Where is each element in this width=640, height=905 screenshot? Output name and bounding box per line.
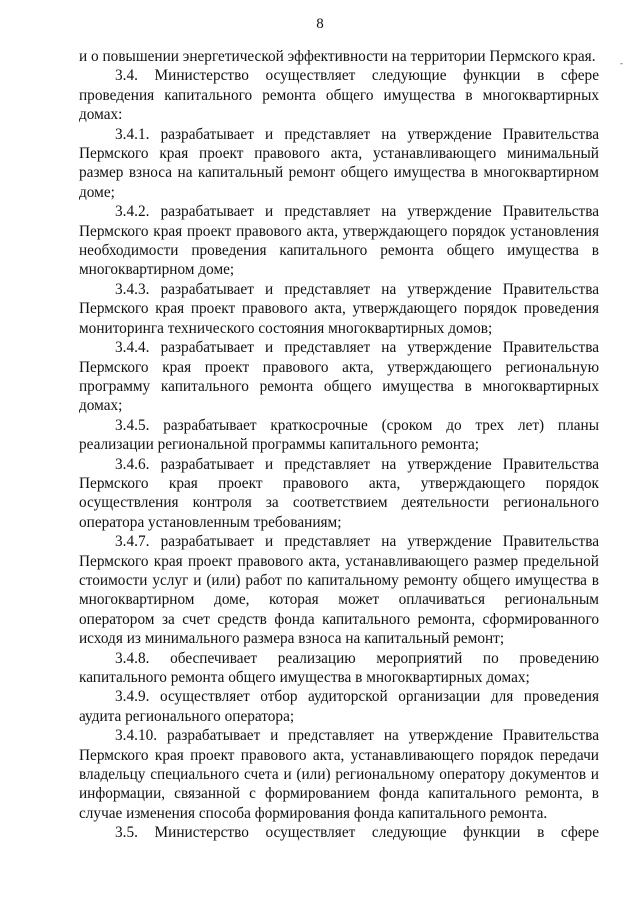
paragraph-text: разрабатывает и представляет на утверждение Правительства Пермского края проект правового акта, устанавливающего минимальный размер взноса на капитальный ремонт общего имущества в многоквартирном доме; bbox=[79, 125, 600, 201]
paragraph-text: разрабатывает краткосрочные (сроком до трех лет) планы реализации региональной программы капитального ремонта; bbox=[79, 416, 599, 454]
clause-number: 3.4.9. bbox=[115, 688, 150, 706]
paragraph-text: разрабатывает и представляет на утверждение Правительства Пермского края проект правового акта, утверждающего порядок проведения мониторинга технического состояния многоквартирных домов; bbox=[79, 280, 600, 337]
paragraph-3-4-2 bbox=[79, 202, 599, 280]
paragraph-3-4-4 bbox=[79, 338, 599, 416]
stray-mark: - bbox=[620, 58, 623, 68]
paragraph-text: осуществляет отбор аудиторской организации для проведения аудита регионального оператора; bbox=[79, 688, 599, 725]
paragraph-continuation bbox=[79, 47, 599, 66]
paragraph-3-4-5 bbox=[79, 416, 599, 455]
paragraph-text: разрабатывает и представляет на утверждение Правительства Пермского края проект правового акта, устанавливающего порядок передачи владельцу специального счета и (или) региональному оператору документов и информации, связанной с формированием фонда капитального ремонта, в случае изменения способа формирования фонда капитального ремонта. bbox=[79, 727, 599, 822]
paragraph-text: разрабатывает и представляет на утверждение Правительства Пермского края проект правового акта, утверждающего порядок установления необходимости проведения капитального ремонта общего имущества в многоквартирном доме; bbox=[79, 203, 600, 279]
clause-number: 3.4. bbox=[115, 67, 138, 85]
clause-number: 3.4.1. bbox=[115, 125, 150, 143]
paragraph-text: Министерство осуществляет следующие функции в сфере bbox=[154, 824, 599, 842]
paragraph-3-5 bbox=[79, 823, 599, 842]
clause-number: 3.4.5. bbox=[115, 416, 150, 434]
paragraph-text: обеспечивает реализацию мероприятий по проведению капитального ремонта общего имущества в многоквартирных домах; bbox=[79, 649, 599, 686]
paragraph-text: и о повышении энергетической эффективности на территории Пермского края. bbox=[79, 48, 596, 65]
paragraph-3-4-8 bbox=[79, 649, 599, 688]
clause-number: 3.4.4. bbox=[115, 339, 150, 357]
clause-number: 3.4.6. bbox=[115, 455, 150, 473]
paragraph-3-4-10 bbox=[79, 726, 599, 823]
clause-number: 3.4.8. bbox=[115, 649, 150, 667]
paragraph-text: разрабатывает и представляет на утверждение Правительства Пермского края проект правового акта, устанавливающего размер предельной стоимости услуг и (или) работ по капитальному ремонту общего имущества в многоквартирном доме, которая может оплачиваться региональным оператором за счет средств фонда капитального ремонта, сформированного исходя из минимального размера взноса на капитальный ремонт; bbox=[79, 533, 600, 648]
clause-number: 3.4.3. bbox=[115, 280, 150, 298]
paragraph-3-4-9 bbox=[79, 687, 599, 726]
paragraph-text: разрабатывает и представляет на утверждение Правительства Пермского края проект правового акта, утверждающего порядок осуществления контроля за соответствием деятельности регионального оператора установленным требованиям; bbox=[79, 455, 600, 531]
clause-number: 3.4.2. bbox=[115, 203, 150, 221]
paragraph-3-4-1 bbox=[79, 125, 599, 203]
page-number: 8 bbox=[316, 16, 324, 32]
clause-number: 3.4.7. bbox=[115, 533, 150, 551]
clause-number: 3.5. bbox=[115, 824, 138, 842]
paragraph-3-4 bbox=[79, 66, 599, 124]
clause-number: 3.4.10. bbox=[115, 727, 158, 745]
paragraph-text: разрабатывает и представляет на утверждение Правительства Пермского края проект правового акта, утверждающего региональную программу капитального ремонта общего имущества в многоквартирных домах; bbox=[79, 339, 600, 415]
document-body bbox=[79, 47, 599, 843]
paragraph-3-4-3 bbox=[79, 280, 599, 338]
paragraph-3-4-7 bbox=[79, 532, 599, 648]
paragraph-text: Министерство осуществляет следующие функции в сфере проведения капитального ремонта общего имущества в многоквартирных домах: bbox=[79, 67, 599, 124]
paragraph-3-4-6 bbox=[79, 455, 599, 533]
